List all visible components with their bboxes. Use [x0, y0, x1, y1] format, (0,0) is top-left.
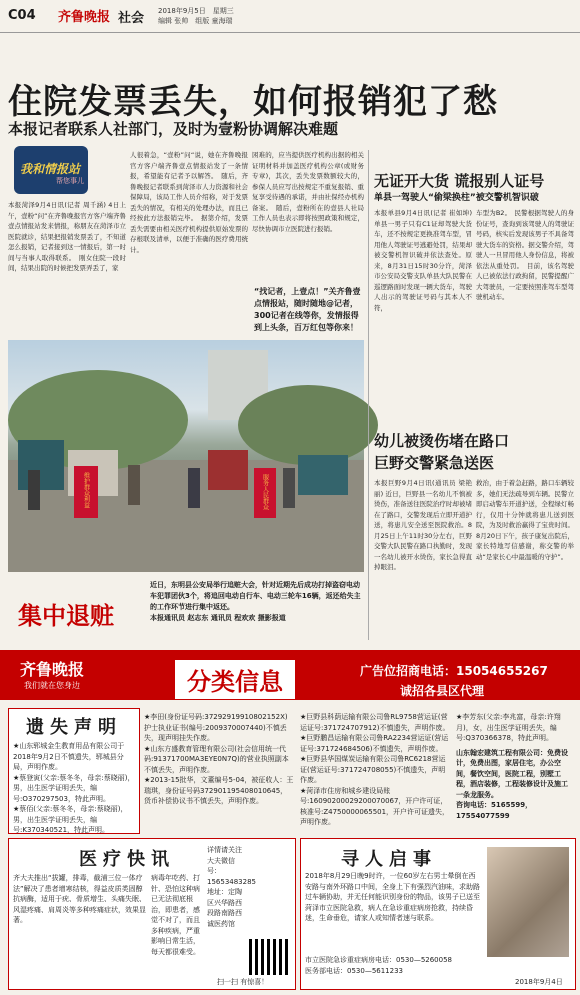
medical-body: 齐大夫推出“拔罐，排毒，截浦三位一体疗法”解决了患者增寒结核，得益皮质类固醇抗病酶，适用于疣、骨质增生、头痛失眠、风湿疼痛、肩周炎等多种疼痛症状，效果显著。	[13, 874, 146, 924]
classified-agent: 诚招各县区代理	[400, 684, 485, 698]
editors-line: 编辑 张帅 组版 童海瑞	[158, 17, 233, 25]
newspaper-brand: 齐鲁晚报	[58, 10, 111, 25]
classified-entry: ★李田(身份证号码:37292919910802152X)护士执业证书(编号:2009370007440)不慎丢失，现声明挂失作废。	[144, 713, 288, 742]
person-2	[128, 465, 140, 505]
classified-brand: 齐鲁晚报	[20, 660, 85, 679]
lost-notice-box	[8, 708, 140, 834]
main-subhead: 本报记者联系人社部门，及时为壹粉协调解决难题	[8, 120, 339, 138]
photo-illustration	[8, 340, 364, 572]
medical-wechat	[207, 845, 256, 945]
column-divider	[368, 150, 369, 640]
medical-box	[8, 838, 296, 990]
logo-line2: 帮您事儿	[56, 177, 84, 185]
side1-col-2: 车型为B2。 民警根据驾驶人的身份证号，查询到该驾驶人的驾驶证号码，核实后发现该男子不具备驾驶大货车的资格。据交警介绍，驾驶人一旦冒用他人身份信息，将被依法从重处罚。 目前，该名驾驶人已被依法行政拘留，民警提醒广大驾驶员，一定要按照准驾车型驾驶机动车。	[476, 209, 574, 301]
side1-col-1: 本报单县9月4日讯(记者 崔如坤) 单县一男子只有C1证却驾驶大货车，还不按规定更换准驾车型，冒用他人驾驶证号逃避处罚，结果却被交警机智识破并依法查处。原来，8月31日15时30分许，菏泽市公安局交警支队单县大队民警在巡逻路面时发现一辆大货车，驾驶人出示的驾驶证号码与其本人不符，	[374, 209, 472, 312]
missing-person-photo	[487, 847, 569, 957]
side2-title-2: 巨野交警紧急送医	[374, 454, 495, 472]
main-col-1: 本报菏泽9月4日讯(记者 周千涵) 4日上午，壹粉“问”在齐鲁晚报官方客户端齐鲁壹点情报站发来情报，称朋友在菏泽市立医院就诊，结果把报销发票丢了，不知道怎么报销，记者接到这一情报后，第一时间与当事人取得联系。 刚女住院一段时间，结果出院的时候把发票弄丢了，家	[8, 201, 126, 272]
vehicle-4	[298, 455, 348, 495]
main-headline: 住院发票丢失，如何报销犯了愁	[8, 82, 498, 122]
missing-person-box	[300, 838, 576, 990]
banner-left-text: 维护群众利益	[82, 472, 90, 508]
classified-col-3	[300, 712, 450, 832]
photo-caption	[150, 580, 364, 624]
classified-entry: ★菏泽市住房和城乡建设局账号:16090200029200070067，开户许可证，核准号:Z4750000065501，开户许可证遗失，声明作废。	[300, 786, 450, 826]
person-3	[188, 468, 200, 508]
logo-line1: 我和情报站	[20, 162, 81, 176]
missing-date: 2018年9月4日	[515, 978, 563, 986]
photo-label: 集中退赃	[18, 602, 114, 630]
promo-text: “找记者，上壹点！”关齐鲁壹点情报站，随时随地@记者，300记者在线等你，发情报得到上头条，百万红包等你来！	[254, 287, 361, 332]
missing-contact-1: 市立医院急诊重症病房电话：0530—5260058	[305, 956, 452, 964]
classified-col-2	[144, 712, 294, 832]
banner-right-text: 服务人民群众	[261, 474, 269, 510]
side2-col-1: 本报巨野9月4日讯(通讯员 梁艳丽) 近日，巨野县一名幼儿不慎被烫伤，准备送往医院治疗时却被堵在了路口，交警发现后立即开道护送，将患儿安全送至医院救治。8月25日上午11时30分左右，巨野交警大队民警在路口执勤时，发现一名幼儿被开水烫伤，家长急得直掉眼泪。	[374, 479, 472, 571]
issue-date: 2018年9月5日 星期三	[158, 7, 234, 15]
missing-contact-2: 医务部电话：0530—5611233	[305, 967, 403, 975]
missing-title: 寻人启事	[341, 849, 437, 870]
medical-title: 医疗快讯	[79, 849, 175, 870]
classified-entry: ★山东方盛教育管理有限公司(社会信用统一代码:91371700MA3EYE0N7Q)的营业执照副本不慎丢失，声明作废。	[144, 744, 289, 774]
scan-hint: 扫一扫 有惊喜！	[217, 978, 269, 986]
lost-notice-title: 遗失声明	[26, 717, 122, 738]
main-col-2: 人很着急，“壹粉”问“说，她在齐鲁晚报官方客户端齐鲁壹点情报站发了一条情报，希望能有记者予以解答。 随后，齐鲁晚报记者联系到菏泽市人力资源和社会保障局，该局工作人员介绍称，对于发票丢失的情况，有相关的处理办法，而且已经按此方法报销完毕。 据第介绍，发票丢失需要由相关医疗机构提供原始发票的存根联及清单，以便于准确的医疗费用统计。	[130, 151, 248, 254]
person-1	[28, 470, 40, 510]
classified-entry: ★巨野县华国煤炭运输有限公司鲁RC6218营运证(营运证号:371724708055)不慎遗失，声明作废。	[300, 755, 446, 784]
missing-body: 2018年8月29日晚9时许，一位60岁左右男士晕倒在西安路与南外环路口中间，全身上下有强烈汽油味，求助路过车辆协助，并无任何能识别身份的物品，该男子已送至菏泽市立医院急救，病人在急诊重症病房抢救，持续昏迷，生命垂危，请家人或知情者速与联系。	[305, 872, 480, 922]
page-number: C04	[8, 8, 36, 23]
classified-phone: 广告位招商电话：15054655267	[360, 664, 548, 678]
construction-ad-phone: 咨询电话：5165599，17554077599	[456, 801, 533, 820]
classified-entry: ★李芳东(父亲:李兆富，母亲:许翔月)，女，出生医学证明丢失，编号:Q370366378，特此声明。	[456, 713, 561, 742]
qr-code-icon	[249, 939, 289, 975]
photo-credit: 本报通讯员 赵志东 通讯员 程欢欢 摄影报道	[150, 614, 286, 622]
vehicle-1	[18, 440, 64, 490]
header-meta	[158, 6, 234, 26]
side2-col-2: 救治，由于着急赶路，路口车辆较多，她们无法疏导到车辆。民警立即启动警车开道护送，全程绿灯畅行，仅用十分钟就将患儿送到医院，为及时救治赢得了宝贵时间。8月20日下午，孩子康复出院后，家长特地写信感谢，称交警的举动“是家长心中最温暖的守护”。	[476, 479, 574, 561]
notice-entry: ★蔡佰(父亲:蔡冬冬，母亲:蔡晓丽)，男，出生医学证明丢失，编号:K370340521，特此声明。	[13, 805, 128, 834]
caption-text: 近日，东明县公安局举行追赃大会，针对近期先后成功打掉盗窃电动车犯罪团伙3个，将追回电动自行车、电动三轮车16辆，返还给失主的工作环节进行集中返还。	[150, 581, 361, 611]
classified-entry: ★巨野县科荫运输有限公司鲁RL9758营运证(营运证号:371724707912)不慎遗失，声明作废。	[300, 713, 450, 732]
classified-entry: ★巨野鹏昌运输有限公司鲁RA2234营运证(营运证号:371724684506)不慎遗失，声明作废。	[300, 734, 449, 753]
classified-title: 分类信息	[175, 660, 295, 699]
classified-slogan: 我们就在您身边	[24, 681, 80, 690]
address-line: 地址：定陶区兴华路西段路南路西诚医药馆	[207, 888, 242, 928]
section-name: 社会	[118, 11, 145, 26]
vehicle-3	[208, 450, 248, 490]
classified-entry: ★2013-15批华，文董编号5-04，被征收人：王瑞琪，身份证号码372901195408010645，货币补偿协议书不慎丢失，声明作废。	[144, 776, 294, 805]
notice-entry: ★蔡登寅(父亲:蔡冬冬，母亲:蔡晓丽)，男，出生医学证明丢失，编号:O370297503，特此声明。	[13, 773, 135, 803]
wechat-line: 详情请关注大夫微信号：15653483285	[207, 846, 256, 886]
person-4	[283, 468, 295, 508]
side2-title-1: 幼儿被烫伤堵在路口	[374, 432, 510, 450]
medical-body-2: 病毒年吃药、打针、恐怕这种病已无法彻底根治，即患者，感觉不对了，而且多种疾病，严重影响日常生活，每天都很难受。	[151, 874, 200, 956]
side1-title: 无证开大货 谎报别人证号	[374, 172, 545, 190]
news-photo	[8, 340, 364, 572]
trees-right	[238, 385, 378, 465]
classified-col-4	[456, 712, 574, 832]
side1-subtitle: 单县一驾驶人“偷梁换柱”被交警机智识破	[374, 193, 539, 203]
notice-entry: ★山东郓城金生教育用品有限公司于2018年9月2日不慎遗失，郓城县分局，声明作废。	[13, 742, 125, 771]
construction-ad: 山东翰宏建筑工程有限公司：免费设计，免费出图，家居住宅，办公空间，餐饮空间，医院工程，别墅工程，酒店装修，工程装修设计及施工一条龙服务。	[456, 748, 568, 799]
main-col-3: 困难的，应当提供医疗机构出据的相关证明材料并加盖医疗机构公章(或财务专章)，其次，丢失发票数额较大的，参保人员应写出按规定不重复报销、重复享受待遇的承诺，并由社保经办机构备案。 随后，壹粉所在的壹县人社局工作人员也表示即将按照政策和规定，尽快协调市立医院进行报销。	[252, 151, 364, 233]
